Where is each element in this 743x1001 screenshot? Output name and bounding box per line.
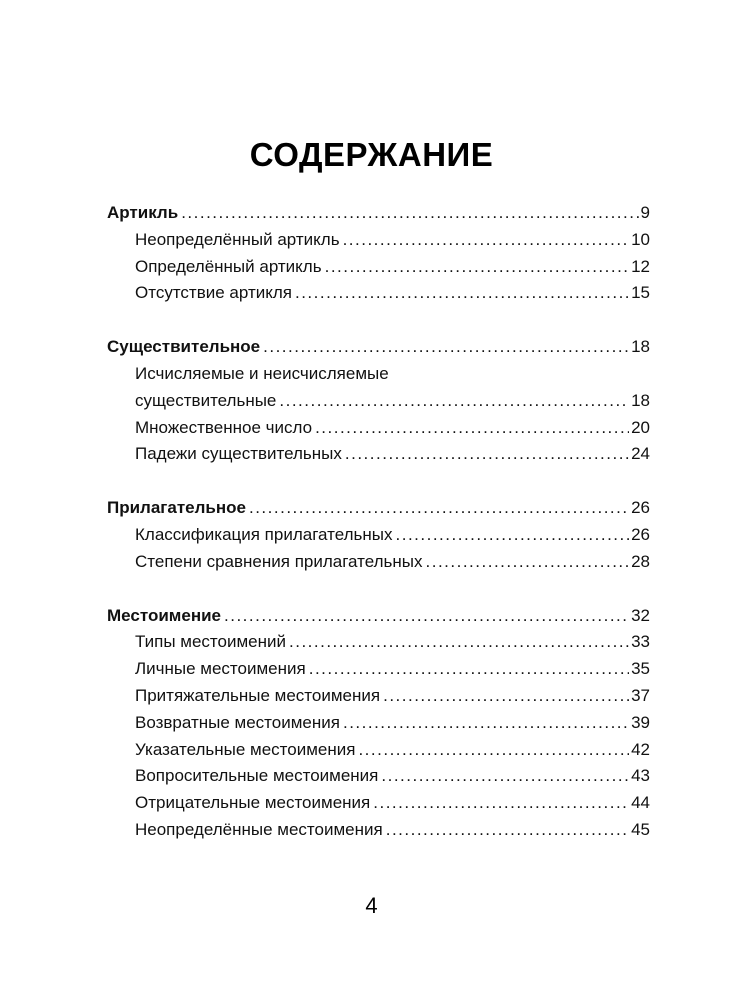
dot-leader bbox=[315, 415, 629, 442]
dot-leader bbox=[181, 200, 638, 227]
dot-leader bbox=[325, 254, 629, 281]
page-number: 4 bbox=[365, 893, 378, 918]
toc-item[interactable] bbox=[107, 522, 650, 549]
toc-heading-pronoun[interactable] bbox=[107, 603, 650, 630]
page-title: СОДЕРЖАНИЕ bbox=[249, 136, 494, 173]
dot-leader bbox=[381, 763, 629, 790]
toc-item[interactable] bbox=[107, 280, 650, 307]
toc-item-label: существительные bbox=[135, 390, 277, 410]
toc-page-number: 44 bbox=[631, 793, 650, 813]
toc-page-number: 28 bbox=[631, 551, 650, 571]
toc-item[interactable] bbox=[107, 254, 650, 281]
toc-page-number: 18 bbox=[631, 390, 650, 410]
toc-page-number: 15 bbox=[631, 283, 650, 303]
toc-page-number: 9 bbox=[640, 203, 650, 222]
toc-item[interactable] bbox=[107, 629, 650, 656]
dot-leader bbox=[373, 790, 629, 817]
toc-page-number: 12 bbox=[631, 256, 650, 276]
toc-heading-label: Прилагательное bbox=[107, 498, 246, 518]
toc-item[interactable] bbox=[107, 737, 650, 764]
toc-section-pronoun bbox=[107, 603, 650, 844]
toc-item-label: Отсутствие артикля bbox=[135, 283, 292, 303]
toc-heading-label: Существительное bbox=[107, 337, 261, 357]
toc-heading-label: Артикль bbox=[107, 203, 179, 222]
toc-page-number: 32 bbox=[631, 605, 650, 625]
dot-leader bbox=[295, 280, 629, 307]
toc-page-number: 10 bbox=[631, 229, 650, 249]
toc-item[interactable] bbox=[107, 763, 650, 790]
dot-leader bbox=[386, 817, 629, 844]
toc-item[interactable] bbox=[107, 441, 650, 468]
toc-page-number: 35 bbox=[631, 659, 650, 679]
toc-page-number: 45 bbox=[631, 819, 650, 839]
toc-item-label: Вопросительные местоимения bbox=[135, 766, 379, 786]
toc-item-label: Множественное число bbox=[135, 417, 313, 437]
toc-heading-label: Местоимение bbox=[107, 605, 221, 625]
toc-item[interactable] bbox=[107, 549, 650, 576]
toc-item[interactable] bbox=[107, 227, 650, 254]
dot-leader bbox=[224, 603, 629, 630]
toc-item[interactable] bbox=[107, 710, 650, 737]
dot-leader bbox=[289, 629, 629, 656]
toc-page-number: 26 bbox=[631, 524, 650, 544]
toc-item-label: Возвратные местоимения bbox=[135, 712, 340, 732]
toc-page-number: 18 bbox=[631, 337, 650, 357]
dot-leader bbox=[249, 495, 629, 522]
toc-item-label: Отрицательные местоимения bbox=[135, 793, 371, 813]
toc-item-label: Неопределённые местоимения bbox=[135, 819, 383, 839]
toc-heading-noun[interactable] bbox=[107, 334, 650, 361]
dot-leader bbox=[358, 737, 629, 764]
dot-leader bbox=[383, 683, 629, 710]
toc-page-number: 39 bbox=[631, 712, 650, 732]
toc-page-number: 37 bbox=[631, 685, 650, 705]
toc-section-noun bbox=[107, 334, 650, 468]
toc-item-label: Определённый артикль bbox=[135, 256, 322, 276]
toc-page-number: 42 bbox=[631, 739, 650, 759]
toc-heading-article[interactable] bbox=[107, 200, 650, 227]
dot-leader bbox=[263, 334, 629, 361]
toc-item[interactable] bbox=[107, 388, 650, 415]
dot-leader bbox=[279, 388, 629, 415]
toc-item-label-line1[interactable]: Исчисляемые и неисчисляемые bbox=[135, 363, 389, 383]
dot-leader bbox=[343, 710, 629, 737]
toc-item-label: Неопределённый артикль bbox=[135, 229, 340, 249]
toc-page-number: 43 bbox=[631, 766, 650, 786]
toc-item-label: Типы местоимений bbox=[135, 632, 286, 652]
table-of-contents bbox=[107, 200, 650, 871]
toc-item[interactable] bbox=[107, 817, 650, 844]
toc-item-label: Личные местоимения bbox=[135, 659, 306, 679]
dot-leader bbox=[345, 441, 629, 468]
toc-item[interactable] bbox=[107, 790, 650, 817]
toc-heading-adjective[interactable] bbox=[107, 495, 650, 522]
toc-page-number: 24 bbox=[631, 444, 650, 464]
dot-leader bbox=[309, 656, 629, 683]
toc-page-number: 33 bbox=[631, 632, 650, 652]
toc-section-article bbox=[107, 200, 650, 307]
dot-leader bbox=[426, 549, 630, 576]
toc-item[interactable] bbox=[107, 415, 650, 442]
toc-item-label: Классификация прилагательных bbox=[135, 524, 393, 544]
toc-item-label: Указательные местоимения bbox=[135, 739, 356, 759]
dot-leader bbox=[396, 522, 630, 549]
toc-item-label: Падежи существительных bbox=[135, 444, 342, 464]
toc-item[interactable] bbox=[107, 656, 650, 683]
toc-page-number: 20 bbox=[631, 417, 650, 437]
dot-leader bbox=[343, 227, 630, 254]
toc-page-number: 26 bbox=[631, 498, 650, 518]
toc-item-label: Притяжательные местоимения bbox=[135, 685, 381, 705]
toc-section-adjective bbox=[107, 495, 650, 575]
toc-item[interactable] bbox=[107, 683, 650, 710]
toc-item-label: Степени сравнения прилагательных bbox=[135, 551, 423, 571]
